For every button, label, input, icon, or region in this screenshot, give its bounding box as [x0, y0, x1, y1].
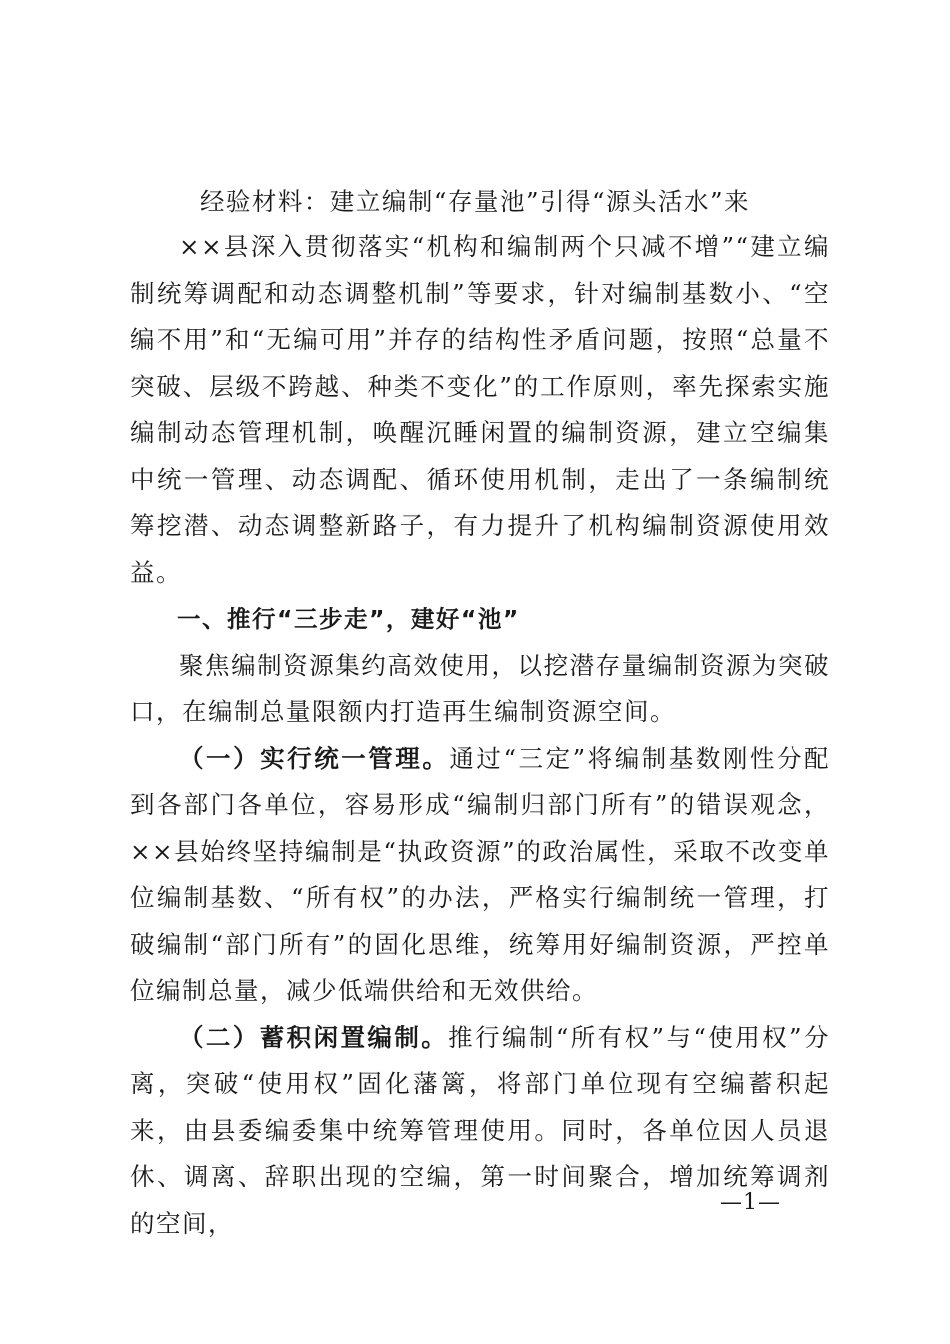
subsection-1-title: （一）实行统一管理。 [179, 743, 450, 773]
page-number: —1— [720, 1190, 781, 1215]
subsection-2-title: （二）蓄积闲置编制。 [179, 1022, 449, 1052]
subsection-2-text: 推行编制“所有权”与“使用权”分离，突破“使用权”固化藩篱，将部门单位现有空编蓄积起来，由县委编委集中统筹管理使用。同时，各单位因人员退休、调离、辞职出现的空编，第一时间聚合，增加统筹调剂的空间， [130, 1022, 830, 1238]
section-lead-paragraph: 聚焦编制资源集约高效使用，以挖潜存量编制资源为突破口，在编制总量限额内打造再生编制资源空间。 [130, 650, 830, 726]
document-body [130, 224, 830, 1247]
subsection-1-paragraph [130, 736, 830, 1015]
section-heading: 一、推行“三步走”，建好“池” [177, 605, 520, 633]
intro-paragraph: ××县深入贯彻落实“机构和编制两个只减不增”“建立编制统筹调配和动态调整机制”等要求，针对编制基数小、“空编不用”和“无编可用”并存的结构性矛盾问题，按照“总量不突破、层级不跨越、种类不变化”的工作原则，率先探索实施编制动态管理机制，唤醒沉睡闲置的编制资源，建立空编集中统一管理、动态调配、循环使用机制，走出了一条编制统筹挖潜、动态调整新路子，有力提升了机构编制资源使用效益。 [130, 232, 830, 587]
subsection-1-text: 通过“三定”将编制基数刚性分配到各部门各单位，容易形成“编制归部门所有”的错误观念，××县始终坚持编制是“执政资源”的政治属性，采取不改变单位编制基数、“所有权”的办法，严格实行编制统一管理，打破编制“部门所有”的固化思维，统筹用好编制资源，严控单位编制总量，减少低端供给和无效供给。 [130, 743, 830, 1005]
document-title: 经验材料：建立编制“存量池”引得“源头活水”来 [199, 187, 751, 216]
